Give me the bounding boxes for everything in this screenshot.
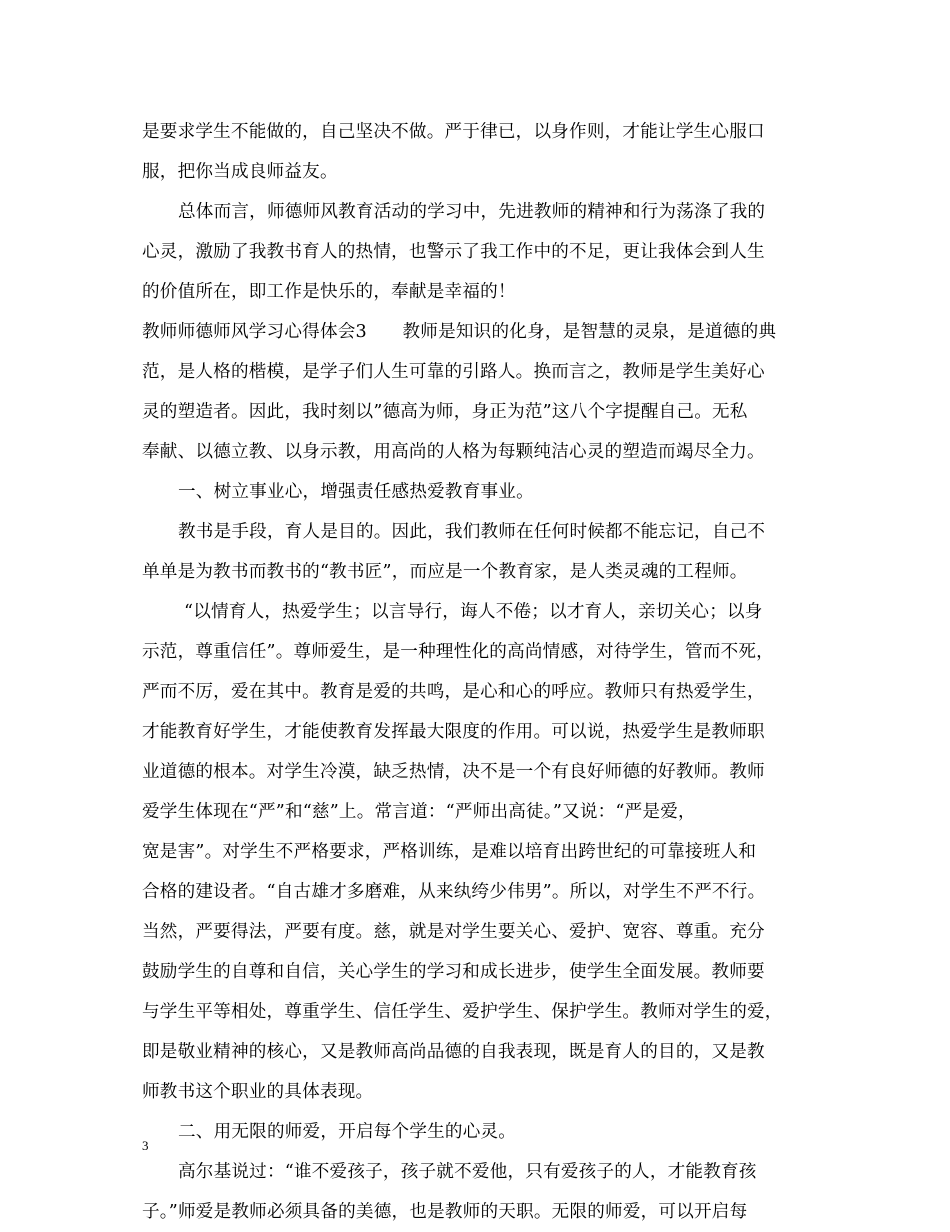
text-line-13: “以情育人，热爱学生；以言导行，诲人不倦；以才育人，亲切关心；以身 xyxy=(184,602,763,622)
text-line-9: 奉献、以德立教、以身示教，用高尚的人格为每颗纯洁心灵的塑造而竭尽全力。 xyxy=(142,442,765,462)
text-line-8: 灵的塑造者。因此，我时刻以”德高为师，身正为范”这八个字提醒自己。无私 xyxy=(142,402,748,422)
text-line-11: 教书是手段，育人是目的。因此，我们教师在任何时候都不能忘记，自己不 xyxy=(178,522,766,542)
text-line-15: 严而不厉，爱在其中。教育是爱的共鸣，是心和心的呼应。教师只有热爱学生， xyxy=(142,682,765,702)
text-line-7: 范，是人格的楷模，是学子们人生可靠的引路人。换而言之，教师是学生美好心 xyxy=(142,362,765,382)
text-line-22: 鼓励学生的自尊和自信，关心学生的学习和成长进步，使学生全面发展。教师要 xyxy=(142,962,765,982)
text-line-5: 的价值所在，即工作是快乐的，奉献是幸福的！ xyxy=(142,282,516,302)
section-heading-line: 教师师德师风学习心得体会3 教师是知识的化身，是智慧的灵泉，是道德的典 xyxy=(142,322,777,342)
text-line-19: 宽是害”。对学生不严格要求，严格训练，是难以培育出跨世纪的可靠接班人和 xyxy=(142,842,757,862)
text-line-1: 是要求学生不能做的，自己坚决不做。严于律已，以身作则，才能让学生心服口 xyxy=(142,122,765,142)
text-line-17: 业道德的根本。对学生冷漠，缺乏热情，决不是一个有良好师德的好教师。教师 xyxy=(142,762,765,782)
text-line-3: 总体而言，师德师风教育活动的学习中，先进教师的精神和行为荡涤了我的 xyxy=(178,202,766,222)
document-body xyxy=(142,112,814,1232)
text-line-23: 与学生平等相处，尊重学生、信任学生、爱护学生、保护学生。教师对学生的爱， xyxy=(142,1002,783,1022)
text-line-2: 服，把你当成良师益友。 xyxy=(142,162,338,182)
text-line-28: 子。”师爱是教师必须具备的美德，也是教师的天职。无限的师爱，可以开启每 xyxy=(142,1202,748,1222)
subheading-2: 二、用无限的师爱，开启每个学生的心灵。 xyxy=(178,1122,517,1142)
text-line-27: 高尔基说过：“谁不爱孩子，孩子就不爱他，只有爱孩子的人，才能教育孩 xyxy=(178,1162,757,1182)
text-line-21: 当然，严要得法，严要有度。慈，就是对学生要关心、爱护、宽容、尊重。充分 xyxy=(142,922,765,942)
text-line-25: 师教书这个职业的具体表现。 xyxy=(142,1082,374,1102)
text-line-20: 合格的建设者。“自古雄才多磨难，从来纨绔少伟男”。所以，对学生不严不行。 xyxy=(142,882,766,902)
text-line-24: 即是敬业精神的核心，又是教师高尚品德的自我表现，既是育人的目的，又是教 xyxy=(142,1042,765,1062)
text-line-12: 单单是为教书而教书的“教书匠”，而应是一个教育家，是人类灵魂的工程师。 xyxy=(142,562,748,582)
page-number: 3 xyxy=(142,1138,149,1153)
subheading-1: 一、树立事业心，增强责任感热爱教育事业。 xyxy=(178,482,534,502)
text-line-16: 才能教育好学生，才能使教育发挥最大限度的作用。可以说，热爱学生是教师职 xyxy=(142,722,765,742)
text-line-14: 示范，尊重信任”。尊师爱生，是一种理性化的高尚情感，对待学生，管而不死， xyxy=(142,642,774,662)
text-line-4: 心灵，激励了我教书育人的热情，也警示了我工作中的不足，更让我体会到人生 xyxy=(142,242,765,262)
text-line-18: 爱学生体现在“严”和“慈”上。常言道：“严师出高徒。”又说：“严是爱， xyxy=(142,802,696,822)
